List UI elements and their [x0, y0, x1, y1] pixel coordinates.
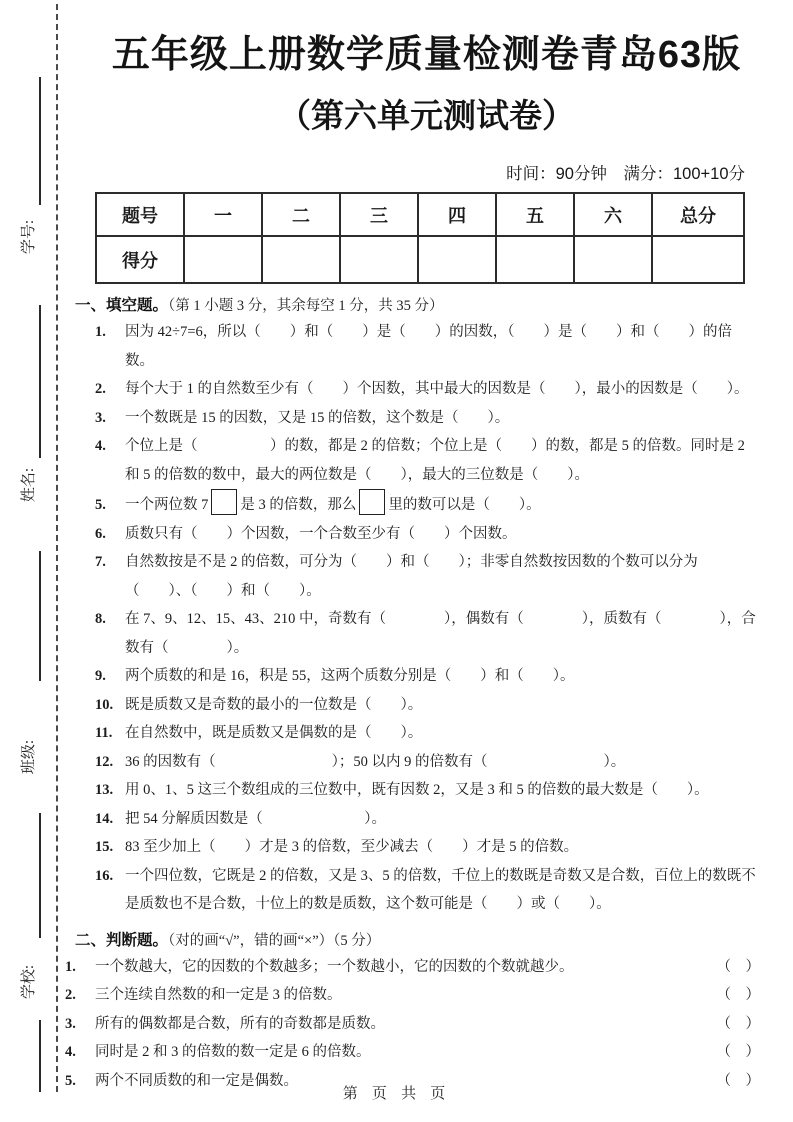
question-item — [95, 805, 760, 834]
question-number: 3. — [95, 409, 106, 426]
judgment-item — [65, 981, 760, 1010]
section-fill-in-blanks — [75, 294, 793, 919]
score-cell — [262, 236, 340, 283]
question-number: 14. — [95, 810, 114, 827]
exam-meta: 时间：90分钟 满分：100+10分 — [506, 165, 745, 184]
question-text: 一个数越大，它的因数的个数越多；一个数越小，它的因数的个数就越少。 — [95, 958, 574, 975]
question-item — [95, 432, 760, 489]
answer-blank: （ ） — [716, 1044, 760, 1061]
seal-fill-line — [39, 77, 41, 205]
question-number: 1. — [95, 324, 106, 341]
question-number: 6. — [95, 525, 106, 542]
question-number: 7. — [95, 554, 106, 571]
question-number: 8. — [95, 611, 106, 628]
blank-box — [359, 489, 385, 515]
question-number: 10. — [95, 696, 114, 713]
question-text: 在自然数中，既是质数又是偶数的是（ ）。 — [125, 725, 423, 742]
section-true-false — [65, 929, 793, 1096]
question-number: 1. — [65, 958, 76, 975]
score-cell — [574, 236, 652, 283]
question-text: 每个大于 1 的自然数至少有（ ）个因数，其中最大的因数是（ ），最小的因数是（ ）。 — [125, 381, 749, 398]
seal-fill-line — [39, 551, 41, 681]
score-table-header-cell: 题号 — [96, 193, 184, 236]
question-item — [95, 862, 760, 919]
school-label: 学校: — [21, 964, 37, 1000]
question-text: 把 54 分解质因数是（ ）。 — [125, 810, 386, 827]
question-number: 5. — [65, 1072, 76, 1089]
question-number: 13. — [95, 782, 114, 799]
blank-box — [211, 489, 237, 515]
question-text: 两个不同质数的和一定是偶数。 — [95, 1072, 298, 1089]
question-text: 自然数按是不是 2 的倍数，可分为（ ）和（ ）；非零自然数按因数的个数可以分为（ ）、（ ）和（ ）。 — [125, 554, 698, 599]
section-title: 一、填空题。 — [75, 297, 169, 315]
seal-dashed-line — [56, 4, 58, 1092]
score-row-label: 得分 — [96, 236, 184, 283]
question-item — [95, 719, 760, 748]
question-number: 15. — [95, 839, 114, 856]
section-2-heading — [75, 929, 760, 953]
question-item — [95, 520, 760, 549]
question-item — [95, 548, 760, 605]
section-note: （第 1 小题 3 分，其余每空 1 分，共 35 分） — [168, 298, 444, 315]
question-item — [95, 605, 760, 662]
question-item — [95, 375, 760, 404]
question-text: 在 7、9、12、15、43、210 中，奇数有（ ），偶数有（ ），质数有（ ），合数有（ ）。 — [125, 611, 756, 656]
question-number: 4. — [65, 1044, 76, 1061]
seal-fill-line — [39, 305, 41, 458]
question-item — [95, 691, 760, 720]
question-text: 两个质数的和是 16，积是 55，这两个质数分别是（ ）和（ ）。 — [125, 668, 575, 685]
question-text: 83 至少加上（ ）才是 3 的倍数，至少减去（ ）才是 5 的倍数。 — [125, 839, 579, 856]
exam-content — [60, 0, 793, 1095]
judgment-item — [65, 1038, 760, 1067]
answer-blank: （ ） — [716, 958, 760, 975]
section-note: （对的画“√”，错的画“×”）（5 分） — [168, 932, 381, 949]
question-text: 同时是 2 和 3 的倍数的数一定是 6 的倍数。 — [95, 1044, 371, 1061]
question-item — [95, 662, 760, 691]
question-item — [95, 776, 760, 805]
score-table-header-cell: 六 — [574, 193, 652, 236]
question-number: 4. — [95, 438, 106, 455]
score-table-header-cell: 一 — [184, 193, 262, 236]
score-table-header-cell: 总分 — [652, 193, 744, 236]
page-footer: 第 页 共 页 — [342, 1085, 451, 1102]
section-1-heading — [75, 294, 760, 318]
student-name-label: 姓名: — [21, 467, 37, 503]
class-label: 班级: — [21, 739, 37, 775]
score-table-header-cell: 三 — [340, 193, 418, 236]
question-item — [95, 489, 760, 520]
question-text: 三个连续自然数的和一定是 3 的倍数。 — [95, 987, 342, 1004]
question-number: 2. — [95, 381, 106, 398]
score-table-score-row — [96, 236, 744, 283]
question-item — [95, 833, 760, 862]
score-table-header-cell: 二 — [262, 193, 340, 236]
judgment-item — [65, 953, 760, 982]
score-cell — [496, 236, 574, 283]
page-subtitle: （第六单元测试卷） — [278, 97, 575, 135]
question-number: 2. — [65, 987, 76, 1004]
question-number: 11. — [95, 725, 113, 742]
answer-blank: （ ） — [716, 1072, 760, 1089]
question-text: 既是质数又是奇数的最小的一位数是（ ）。 — [125, 696, 423, 713]
score-cell — [184, 236, 262, 283]
question-text: 质数只有（ ）个因数，一个合数至少有（ ）个因数。 — [125, 525, 517, 542]
question-item — [95, 404, 760, 433]
score-cell — [652, 236, 744, 283]
student-id-label: 学号: — [21, 219, 37, 255]
question-item — [95, 748, 760, 777]
question-number: 12. — [95, 753, 114, 770]
section-title: 二、判断题。 — [75, 931, 169, 949]
judgment-item — [65, 1010, 760, 1039]
question-text: 一个数既是 15 的因数，又是 15 的倍数，这个数是（ ）。 — [125, 409, 510, 426]
question-number: 5. — [95, 497, 106, 514]
question-text: 所有的偶数都是合数，所有的奇数都是质数。 — [95, 1015, 385, 1032]
page-title: 五年级上册数学质量检测卷青岛63版 — [111, 34, 742, 76]
question-text: 因为 42÷7=6，所以（ ）和（ ）是（ ）的因数，（ ）是（ ）和（ ）的倍数。 — [125, 324, 733, 369]
question-text: 个位上是（ ）的数，都是 2 的倍数；个位上是（ ）的数，都是 5 的倍数。同时是 2 和 5 的倍数的数中，最大的两位数是（ ），最大的三位数是（ ）。 — [125, 438, 745, 483]
question-item — [95, 318, 760, 375]
score-cell — [418, 236, 496, 283]
score-table-header-cell: 四 — [418, 193, 496, 236]
score-table-header-row — [96, 193, 744, 236]
question-number: 9. — [95, 668, 106, 685]
question-text: 36 的因数有（ ）；50 以内 9 的倍数有（ ）。 — [125, 753, 626, 770]
answer-blank: （ ） — [716, 987, 760, 1004]
question-text: 用 0、1、5 这三个数组成的三位数中，既有因数 2，又是 3 和 5 的倍数的最大数是（ ）。 — [125, 782, 709, 799]
answer-blank: （ ） — [716, 1015, 760, 1032]
score-cell — [340, 236, 418, 283]
score-table-header-cell: 五 — [496, 193, 574, 236]
question-number: 16. — [95, 867, 114, 884]
question-number: 3. — [65, 1015, 76, 1032]
score-table — [95, 192, 745, 284]
seal-fill-line — [39, 813, 41, 938]
question-text: 一个四位数，它既是 2 的倍数，又是 3、5 的倍数，千位上的数既是奇数又是合数，百位上的数既不是质数也不是合数，十位上的数是质数，这个数可能是（ ）或（ ）。 — [125, 867, 756, 913]
question-text: 一个两位数 7 是 3 的倍数，那么 里的数可以是（ ）。 — [125, 497, 541, 513]
